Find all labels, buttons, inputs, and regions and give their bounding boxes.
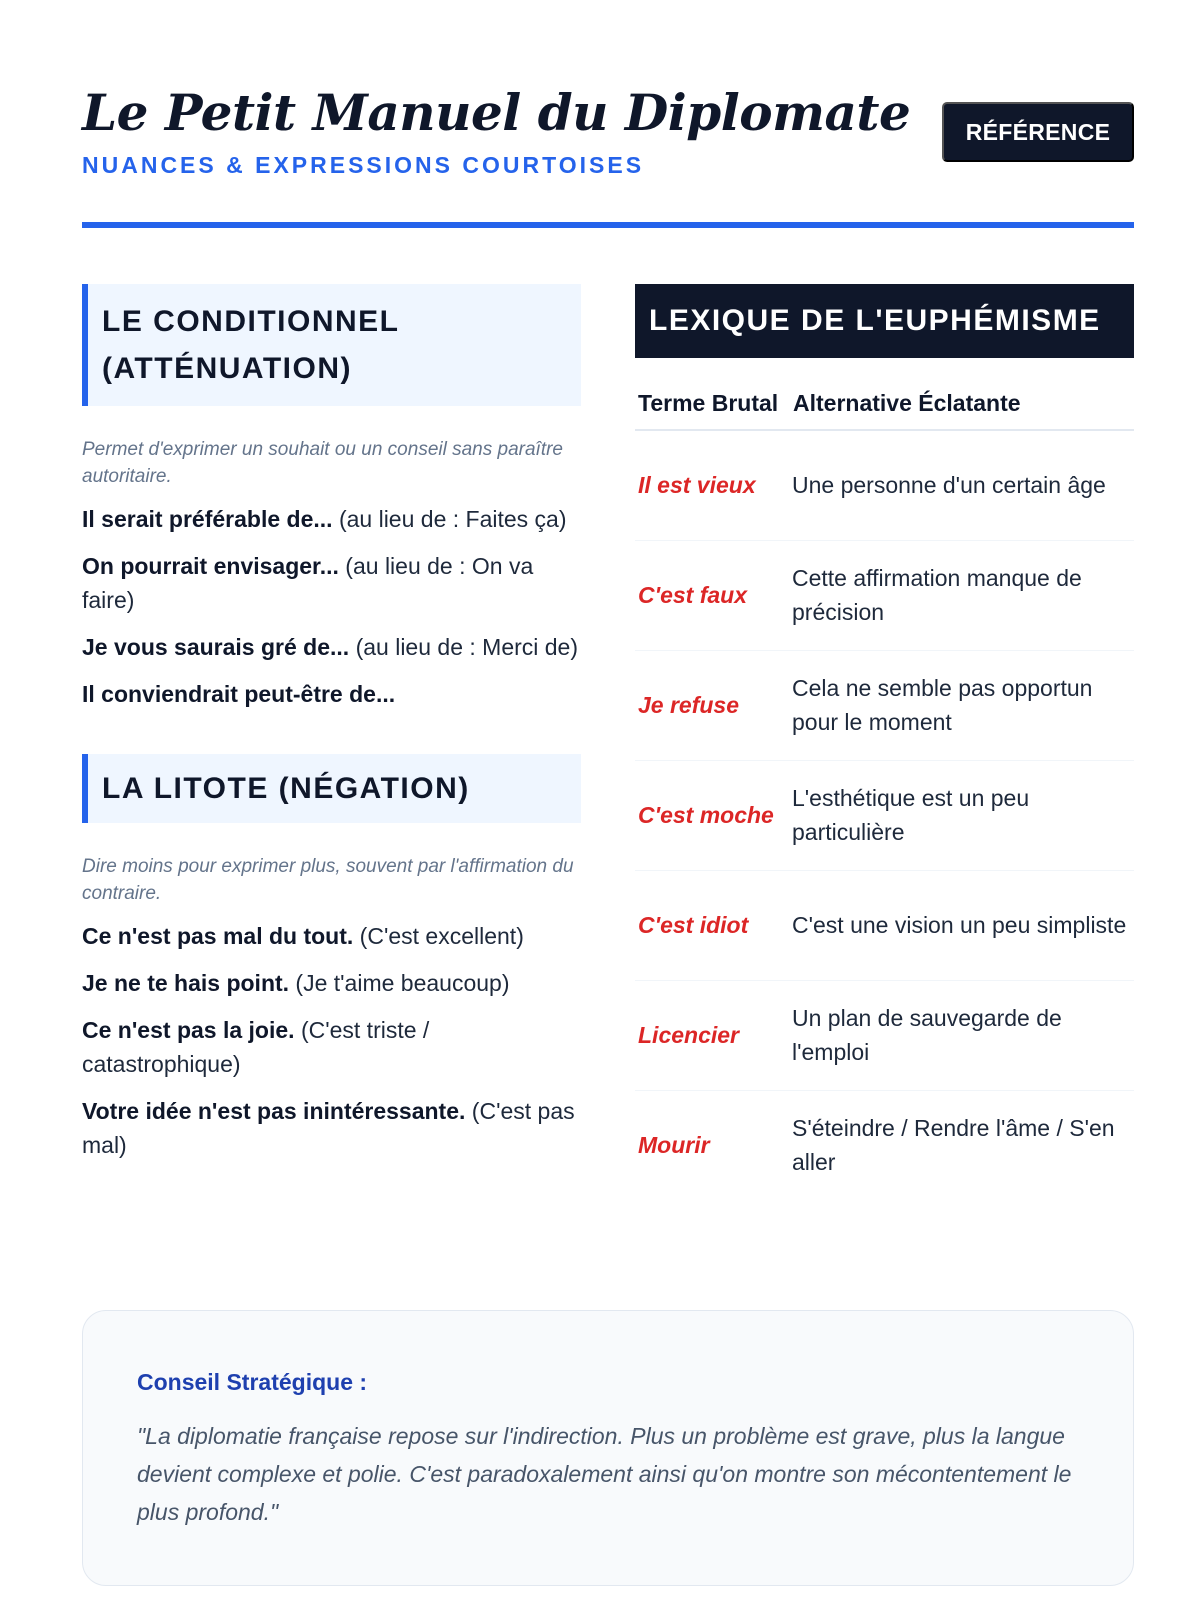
table-row: [635, 980, 1134, 1090]
phrase-expression: Je vous saurais gré de...: [82, 634, 350, 660]
table-row: [635, 650, 1134, 760]
brutal-term: C'est moche: [635, 760, 790, 870]
alternative-term: S'éteindre / Rendre l'âme / S'en aller: [792, 1115, 1115, 1176]
phrase-expression: Votre idée n'est pas inintéressante.: [82, 1098, 466, 1124]
table-row: [635, 870, 1134, 980]
phrase-expression: Il conviendrait peut-être de...: [82, 681, 396, 707]
table-header-row: [635, 380, 1134, 430]
litote-section: [82, 754, 581, 1162]
alternative-term: Cela ne semble pas opportun pour le moment: [790, 650, 1134, 760]
phrase-note: (C'est excellent): [353, 923, 524, 949]
alternative-term: Une personne d'un certain âge: [790, 430, 1134, 540]
table-row: [635, 540, 1134, 650]
phrase-expression: Ce n'est pas mal du tout.: [82, 923, 354, 949]
brutal-term: C'est faux: [635, 540, 790, 650]
list-item: [82, 549, 581, 617]
page-title: Le Petit Manuel du Diplomate: [82, 83, 911, 142]
reference-button[interactable]: RÉFÉRENCE: [942, 102, 1134, 162]
table-row: [635, 1090, 1134, 1200]
litote-phrase-list: [82, 919, 581, 1162]
phrase-note: (au lieu de : Merci de): [349, 634, 579, 660]
page-subtitle: NUANCES & EXPRESSIONS COURTOISES: [82, 152, 645, 178]
header-divider: [82, 222, 1134, 228]
phrase-note: (au lieu de : Faites ça): [332, 506, 567, 532]
alternative-term: Un plan de sauvegarde de l'emploi: [790, 980, 1134, 1090]
brutal-term: Je refuse: [635, 650, 790, 760]
list-item: [82, 1013, 581, 1081]
list-item: [82, 677, 581, 711]
list-item: [82, 966, 581, 1000]
right-column: [635, 284, 1134, 1200]
phrase-expression: Il serait préférable de...: [82, 506, 333, 532]
column-header-alternative: Alternative Éclatante: [790, 380, 1134, 430]
litote-heading: LA LITOTE (NÉGATION): [82, 754, 581, 823]
table-row: [635, 430, 1134, 540]
alternative-term: L'esthétique est un peu particulière: [790, 760, 1134, 870]
phrase-expression: On pourrait envisager...: [82, 553, 339, 579]
list-item: [82, 1094, 581, 1162]
brutal-term: C'est idiot: [635, 870, 790, 980]
litote-description: Dire moins pour exprimer plus, souvent par l'affirmation du contraire.: [82, 856, 574, 904]
conditionnel-description: Permet d'exprimer un souhait ou un conseil sans paraître autoritaire.: [82, 439, 563, 487]
page-header: [82, 80, 1134, 230]
column-header-brutal: Terme Brutal: [635, 380, 790, 430]
table-row: [635, 760, 1134, 870]
lexique-heading: LEXIQUE DE L'EUPHÉMISME: [635, 284, 1134, 358]
phrase-note: (au lieu de : On va faire): [82, 553, 534, 613]
list-item: [82, 630, 581, 664]
page: [82, 0, 1134, 1600]
brutal-term: Il est vieux: [635, 430, 790, 540]
conditionnel-phrase-list: [82, 502, 581, 711]
left-column: [82, 284, 581, 1175]
phrase-note: (C'est pas mal): [82, 1098, 575, 1158]
lexique-table: [635, 380, 1134, 1200]
advice-quote: "La diplomatie française repose sur l'indirection. Plus un problème est grave, plus la langue devient complexe et polie. C'est paradoxalement ainsi qu'on montre son mécontentement le plus profond.": [137, 1423, 1072, 1525]
conditionnel-heading: LE CONDITIONNEL (ATTÉNUATION): [82, 284, 581, 406]
strategic-advice-box: [82, 1310, 1134, 1586]
phrase-expression: Ce n'est pas la joie.: [82, 1017, 295, 1043]
brutal-term: Licencier: [635, 980, 790, 1090]
brutal-term: Mourir: [638, 1132, 710, 1159]
phrase-expression: Je ne te hais point.: [82, 970, 290, 996]
phrase-note: (Je t'aime beaucoup): [289, 970, 510, 996]
list-item: [82, 919, 581, 953]
list-item: [82, 502, 581, 536]
alternative-term: Cette affirmation manque de précision: [790, 540, 1134, 650]
alternative-term: C'est une vision un peu simpliste: [790, 870, 1134, 980]
conditionnel-section: [82, 284, 581, 711]
advice-title: Conseil Stratégique :: [137, 1369, 368, 1395]
phrase-note: (C'est triste / catastrophique): [82, 1017, 430, 1077]
